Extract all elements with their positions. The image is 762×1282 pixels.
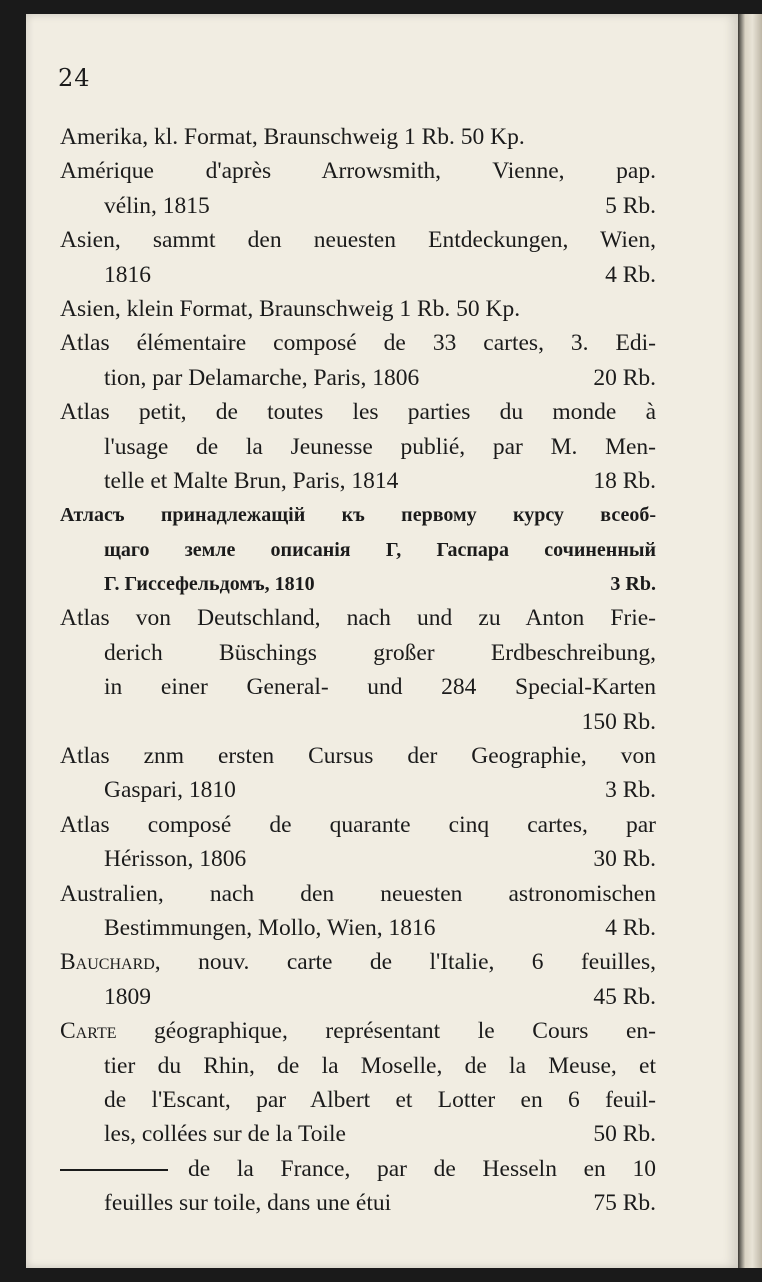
entry-line	[60, 154, 656, 188]
entry-price: 3 Rb.	[610, 573, 656, 596]
catalog-entry	[60, 223, 656, 292]
entry-line	[60, 223, 656, 257]
entry-text: Asien, klein Format, Braunschweig 1 Rb. 50 Kp.	[60, 295, 521, 322]
catalog-entry	[60, 154, 656, 223]
catalog-entry	[60, 498, 656, 601]
entry-line	[60, 395, 656, 429]
catalog-entry	[60, 292, 656, 326]
catalog-entry	[60, 739, 656, 808]
entry-line	[60, 1014, 656, 1048]
entry-line	[60, 773, 656, 807]
entry-text: Gaspari, 1810	[104, 777, 236, 804]
entry-line	[60, 258, 656, 292]
entry-text: tier du Rhin, de la Moselle, de la Meuse, et	[104, 1052, 656, 1079]
entry-text: Australien, nach den neuesten astronomischen	[60, 880, 656, 907]
catalog-entry	[60, 808, 656, 877]
entry-line	[60, 326, 656, 360]
entry-line	[60, 1152, 656, 1186]
entry-text: géographique, représentant le Cours en-	[116, 1018, 656, 1045]
entry-line	[60, 464, 656, 498]
entry-line	[60, 911, 656, 945]
entry-line	[60, 430, 656, 464]
entry-text: Asien, sammt den neuesten Entdeckungen, Wien,	[60, 227, 656, 254]
entry-text: Atlas élémentaire composé de 33 cartes, 3. Edi-	[60, 330, 656, 357]
entry-text: , nouv. carte de l'Italie, 6 feuilles,	[154, 949, 656, 976]
entry-line	[60, 1186, 656, 1220]
entry-price: 20 Rb.	[593, 364, 656, 391]
catalog-entry	[60, 120, 656, 154]
page-number: 24	[58, 64, 91, 92]
entry-text: de l'Escant, par Albert et Lotter en 6 feuil-	[104, 1086, 656, 1113]
catalog-entry	[60, 877, 656, 946]
entry-text: Amérique d'après Arrowsmith, Vienne, pap.	[60, 158, 656, 185]
entry-price: 5 Rb.	[605, 192, 656, 219]
entry-line	[60, 1117, 656, 1151]
entry-text: щаго земле описанія Г, Гаспара сочиненный	[104, 538, 656, 561]
entry-price: 50 Rb.	[593, 1121, 656, 1148]
entry-line	[60, 877, 656, 911]
entry-line	[60, 636, 656, 670]
entry-text: l'usage de la Jeunesse publié, par M. Men-	[104, 433, 656, 460]
entry-line	[60, 945, 656, 979]
entry-text: Atlas znm ersten Cursus der Geographie, von	[60, 743, 656, 770]
entry-line	[60, 808, 656, 842]
entry-line	[60, 120, 656, 154]
catalog-entry	[60, 601, 656, 739]
entry-line	[60, 980, 656, 1014]
entry-text: Hérisson, 1806	[104, 846, 247, 873]
entry-text: Атласъ принадлежащій къ первому курсу всеоб-	[60, 504, 656, 527]
entry-price: 45 Rb.	[593, 983, 656, 1010]
entry-text: in einer General- und 284 Special-Karten	[104, 674, 656, 701]
entry-line	[60, 292, 656, 326]
entry-price: 75 Rb.	[593, 1190, 656, 1217]
entry-price: 4 Rb.	[605, 261, 656, 288]
entry-line	[60, 1083, 656, 1117]
entry-text: telle et Malte Brun, Paris, 1814	[104, 467, 399, 494]
entry-line	[60, 1049, 656, 1083]
catalog-entries	[60, 120, 656, 1221]
entry-line	[60, 705, 656, 739]
entry-text: les, collées sur de la Toile	[104, 1121, 346, 1148]
entry-text: vélin, 1815	[104, 192, 210, 219]
catalog-entry	[60, 326, 656, 395]
catalog-entry	[60, 1014, 656, 1152]
entry-line	[60, 361, 656, 395]
catalog-entry	[60, 395, 656, 498]
entry-heading: Carte	[60, 1018, 117, 1045]
entry-line	[60, 498, 656, 532]
entry-price: 30 Rb.	[593, 846, 656, 873]
ditto-dash	[60, 1169, 168, 1171]
entry-line	[60, 842, 656, 876]
entry-text: feuilles sur toile, dans une étui	[104, 1190, 392, 1217]
entry-line	[60, 601, 656, 635]
entry-text: Atlas von Deutschland, nach und zu Anton Frie-	[60, 605, 656, 632]
entry-line	[60, 533, 656, 567]
catalog-entry	[60, 1152, 656, 1221]
catalog-entry	[60, 945, 656, 1014]
entry-text: Amerika, kl. Format, Braunschweig 1 Rb. 50 Kp.	[60, 124, 525, 150]
entry-text: 1816	[104, 261, 151, 288]
entry-text: Bestimmungen, Mollo, Wien, 1816	[104, 914, 436, 941]
page-edge	[738, 14, 762, 1268]
entry-line	[60, 189, 656, 223]
entry-text: Г. Гиссефельдомъ, 1810	[104, 573, 315, 596]
entry-price: 150 Rb.	[581, 708, 656, 735]
entry-line	[60, 567, 656, 601]
entry-line	[60, 670, 656, 704]
entry-price: 3 Rb.	[605, 777, 656, 804]
entry-line	[60, 739, 656, 773]
entry-text: tion, par Delamarche, Paris, 1806	[104, 364, 420, 391]
entry-price: 4 Rb.	[605, 914, 656, 941]
entry-text: Atlas petit, de toutes les parties du monde à	[60, 399, 656, 426]
entry-heading: Bauchard	[60, 949, 155, 976]
entry-text: de la France, par de Hesseln en 10	[188, 1155, 656, 1182]
entry-text: 1809	[104, 983, 151, 1010]
entry-text: Atlas composé de quarante cinq cartes, par	[60, 811, 656, 838]
entry-text: derich Büschings großer Erdbeschreibung,	[104, 639, 656, 666]
entry-price: 18 Rb.	[593, 467, 656, 494]
